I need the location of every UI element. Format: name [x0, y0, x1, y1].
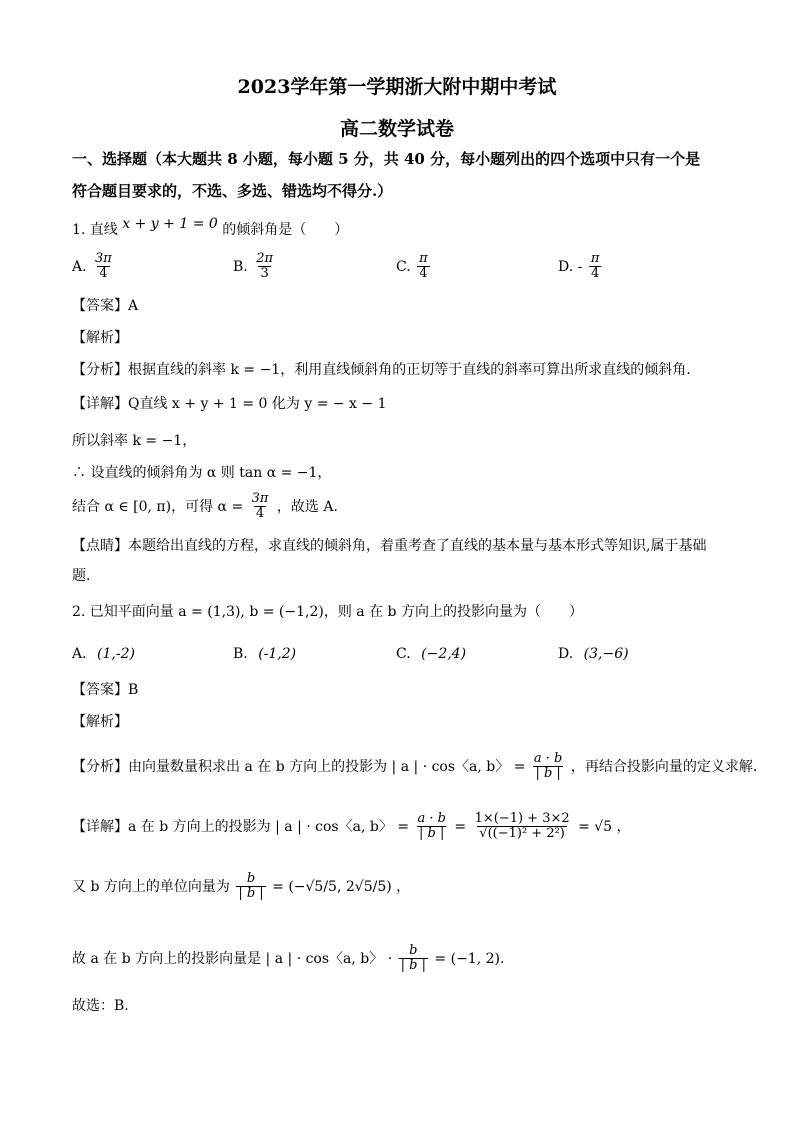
q2-detail-1-den-1: | b |	[419, 826, 445, 842]
q1-option-d-den: 4	[590, 266, 600, 282]
q1-option-d-num: π	[590, 251, 600, 266]
q1-detail-4-post: ，故选 A.	[276, 498, 338, 515]
q2-detail-3-post: = (−1, 2).	[434, 950, 505, 967]
q2-detail-2	[72, 872, 410, 902]
q2-option-c	[396, 646, 466, 662]
q2-detail-1-num-2: 1×(−1) + 3×2	[474, 811, 570, 826]
q1-analysis-heading: 【解析】	[72, 330, 128, 346]
section-heading-line1: 一、选择题（本大题共 8 小题，每小题 5 分，共 40 分，每小题列出的四个选项中只有一个是	[72, 150, 701, 168]
q2-fenxi-pre: 【分析】由向量数量积求出 a 在 b 方向上的投影为 | a | · cos〈a, b〉 =	[72, 758, 526, 775]
q1-option-c-den: 4	[419, 266, 428, 282]
q2-option-a	[72, 646, 135, 662]
q2-detail-1-eq: =	[454, 818, 467, 835]
q2-option-d-value: (3,−6)	[583, 646, 629, 662]
q1-option-b	[233, 252, 277, 282]
q1-detail-1: 【详解】Q直线 x + y + 1 = 0 化为 y = − x − 1	[72, 396, 387, 412]
q1-option-b-den: 3	[260, 266, 269, 282]
q2-detail-1-num-1: a · b	[417, 811, 446, 826]
q1-detail-4-den: 4	[255, 506, 265, 522]
q1-option-d-label: D. -	[558, 258, 583, 275]
q1-stem-eq: x + y + 1 = 0	[122, 216, 218, 232]
q1-option-a-fraction	[93, 252, 114, 282]
q1-option-b-label: B.	[233, 258, 248, 275]
q2-option-a-label: A.	[72, 646, 87, 662]
q1-option-b-fraction	[254, 252, 275, 282]
q2-fenxi-fraction	[532, 752, 564, 782]
q2-option-c-value: (−2,4)	[421, 646, 467, 662]
q1-fenxi: 【分析】根据直线的斜率 k = −1，利用直线倾斜角的正切等于直线的斜率可算出所求直线的倾斜角.	[72, 362, 691, 378]
q2-detail-2-post: = (−√5/5, 2√5/5) ，	[272, 878, 411, 895]
q1-option-c-fraction	[417, 252, 430, 282]
q2-stem: 2. 已知平面向量 a = (1,3), b = (−1,2)，则 a 在 b 方向上的投影向量为（ ）	[72, 604, 583, 620]
q2-detail-2-pre: 又 b 方向上的单位向量为	[72, 878, 230, 895]
q2-detail-3-num: b	[409, 943, 418, 958]
q1-option-b-num: 2π	[256, 251, 274, 266]
q2-detail-2-den: | b |	[238, 886, 264, 902]
section-heading-line2: 符合题目要求的，不选、多选、错选均不得分.）	[72, 182, 393, 200]
q1-stem-post: 的倾斜角是（ ）	[222, 222, 349, 238]
q2-fenxi	[72, 752, 757, 782]
q2-option-a-value: (1,-2)	[97, 646, 135, 662]
q1-option-a	[72, 252, 116, 282]
q1-stem	[72, 216, 349, 239]
q2-answer: 【答案】B	[72, 682, 139, 698]
page-subtitle: 高二数学试卷	[339, 118, 454, 140]
q2-detail-3-fraction	[399, 944, 428, 974]
q2-detail-1-fraction-2	[473, 812, 572, 842]
q2-fenxi-post: ，再结合投影向量的定义求解.	[570, 758, 758, 775]
q2-analysis-heading: 【解析】	[72, 714, 128, 730]
q2-option-b-label: B.	[233, 646, 248, 662]
q2-detail-2-num: b	[246, 871, 256, 886]
q2-detail-3-den: | b |	[400, 958, 426, 974]
q2-fenxi-num: a · b	[533, 751, 563, 766]
q1-option-d	[558, 252, 603, 282]
q1-dianjing-2: 题.	[72, 568, 91, 584]
q2-detail-3-pre: 故 a 在 b 方向上的投影向量是 | a | · cos〈a, b〉 ·	[72, 950, 393, 967]
q1-option-c	[396, 252, 432, 282]
q2-option-c-label: C.	[396, 646, 411, 662]
q2-option-d	[558, 646, 629, 662]
q1-option-a-den: 4	[99, 266, 108, 282]
q1-dianjing-1: 【点睛】本题给出直线的方程，求直线的倾斜角，着重考查了直线的基本量与基本形式等知识,属于基础	[72, 538, 707, 554]
q2-fenxi-den: | b |	[535, 766, 561, 782]
q1-option-c-num: π	[419, 251, 428, 266]
q2-final: 故选：B.	[72, 998, 129, 1014]
q2-detail-1-pre: 【详解】a 在 b 方向上的投影为 | a | · cos〈a, b〉 =	[72, 818, 409, 835]
q2-detail-1-den-2: √((−1)² + 2²)	[479, 826, 565, 842]
q2-option-d-label: D.	[558, 646, 574, 662]
q1-detail-4-fraction	[250, 492, 271, 522]
q2-detail-2-fraction	[236, 872, 265, 902]
q2-detail-1	[72, 812, 631, 842]
q1-option-a-num: 3π	[95, 251, 112, 266]
q1-answer: 【答案】A	[72, 298, 139, 314]
q1-option-d-fraction	[589, 252, 602, 282]
q2-detail-1-fraction-1	[415, 812, 447, 842]
q1-detail-4	[72, 492, 338, 522]
q2-detail-1-post: = √5 ，	[578, 818, 631, 835]
q1-stem-pre: 1. 直线	[72, 222, 118, 238]
q1-detail-3: ∴ 设直线的倾斜角为 α 则 tan α = −1，	[72, 465, 332, 481]
q1-detail-4-num: 3π	[251, 491, 269, 506]
q2-detail-3	[72, 944, 504, 974]
q1-detail-4-pre: 结合 α ∈ [0, π)，可得 α =	[72, 498, 244, 515]
q2-option-b-value: (-1,2)	[258, 646, 297, 662]
q1-option-a-label: A.	[72, 258, 87, 275]
q1-option-c-label: C.	[396, 258, 411, 275]
page-title: 2023学年第一学期浙大附中期中考试	[237, 76, 557, 98]
q1-detail-2: 所以斜率 k = −1，	[72, 433, 197, 449]
q2-option-b	[233, 646, 296, 662]
